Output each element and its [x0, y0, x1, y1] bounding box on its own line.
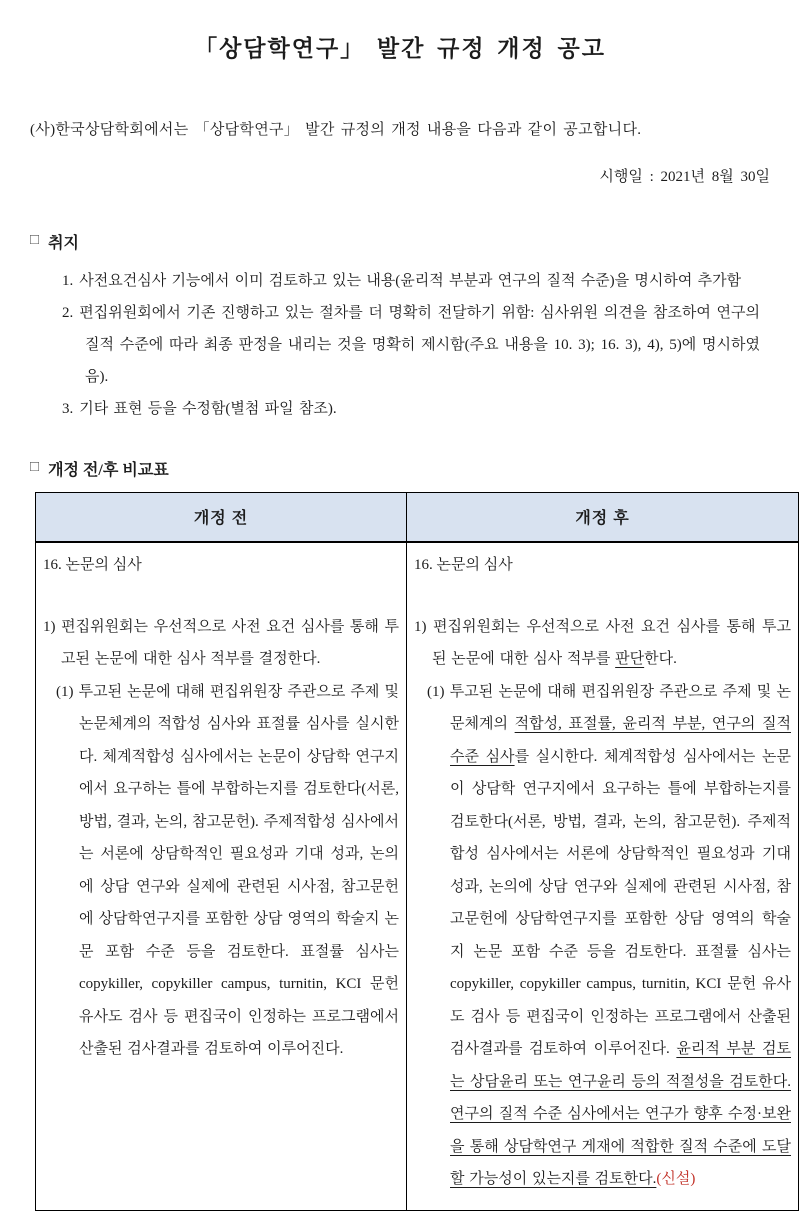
square-bullet-icon: □ [30, 459, 40, 475]
comparison-table [35, 492, 799, 1211]
purpose-heading-text: 취지 [48, 235, 79, 252]
item-text: 편집위원회에서 기존 진행하고 있는 절차를 더 명확히 전달하기 위함: 심사위원 의견을 참조하여 연구의 질적 수준에 따라 최종 판정을 내리는 것을 명확히 제시함(주요 내용을 10. 3); 16. 3), 4), 5)에 명시하였음). [79, 305, 760, 385]
after-paragraph-2: (1) 투고된 논문에 대해 편집위원장 주관으로 주제 및 논문체계의 적합성, 표절률, 윤리적 부분, 연구의 질적 수준 심사를 실시한다. 체계적합성 심사에서는 논문이 상담학 연구지에서 요구하는 틀에 부합하는지를 검토한다(서론, 방법, 결과, 논의, 참고문헌). 주제적합성 심사에서는 서론에 상담학적인 필요성과 기대 성과, 논의에 상담 연구와 실제에 관련된 시사점, 참고문헌에 상담학연구지를 포함한 상담 영역의 학술지 논문 포함 수준 등을 검토한다. 표절률 심사는 copykiller, copykiller campus, turnitin, KCI 문헌 유사도 검사 등 편집국이 인정하는 프로그램에서 산출된 검사결과를 검토하여 이루어진다. 윤리적 부분 검토는 상담윤리 또는 연구윤리 등의 적절성을 검토한다. 연구의 질적 수준 심사에서는 연구가 향후 수정·보완을 통해 상담학연구 게재에 적합한 질적 수준에 도달할 가능성이 있는지를 검토한다.(신설) [427, 683, 791, 1187]
intro-paragraph: (사)한국상담학회에서는 「상담학연구」 발간 규정의 개정 내용을 다음과 같이 공고합니다. [30, 122, 642, 138]
comparison-section-heading [30, 457, 770, 480]
comparison-heading-text: 개정 전/후 비교표 [48, 462, 169, 479]
item-text: 기타 표현 등을 수정함(별첨 파일 참조). [79, 401, 337, 417]
table-header-row [36, 493, 799, 542]
purpose-item-1 [62, 265, 760, 297]
effective-date: 시행일 : 2021년 8월 30일 [599, 169, 770, 185]
purpose-list [62, 265, 760, 425]
after-paragraph-1: 1) 편집위원회는 우선적으로 사전 요건 심사를 통해 투고된 논문에 대한 심사 적부를 판단한다. [414, 618, 791, 667]
square-bullet-icon: □ [30, 232, 40, 248]
before-cell [36, 542, 407, 1211]
table-body-row [36, 542, 799, 1211]
spacer [43, 581, 399, 611]
item-number: 2. [62, 305, 74, 321]
before-paragraph-1: 1) 편집위원회는 우선적으로 사전 요건 심사를 통해 투고된 논문에 대한 심사 적부를 결정한다. [43, 618, 399, 667]
item-number: 1. [62, 273, 74, 289]
after-cell [407, 542, 799, 1211]
column-header-after: 개정 후 [407, 493, 799, 542]
purpose-section-heading [30, 230, 770, 253]
purpose-item-2 [62, 297, 760, 393]
item-text: 사전요건심사 기능에서 이미 검토하고 있는 내용(윤리적 부분과 연구의 질적 수준)을 명시하여 추가함 [79, 273, 742, 289]
spacer [414, 581, 791, 611]
before-item-title: 16. 논문의 심사 [43, 556, 142, 573]
after-item-title: 16. 논문의 심사 [414, 556, 513, 573]
page-title: 「상담학연구」 발간 규정 개정 공고 [194, 36, 606, 61]
item-number: 3. [62, 401, 74, 417]
column-header-before: 개정 전 [36, 493, 407, 542]
purpose-item-3 [62, 393, 760, 425]
before-paragraph-2: (1) 투고된 논문에 대해 편집위원장 주관으로 주제 및 논문체계의 적합성 심사와 표절률 심사를 실시한다. 체계적합성 심사에서는 논문이 상담학 연구지에서 요구하는 틀에 부합하는지를 검토한다(서론, 방법, 결과, 논의, 참고문헌). 주제적합성 심사에서는 서론에 상담학적인 필요성과 기대 성과, 논의에 상담 연구와 실제에 관련된 시사점, 참고문헌에 상담학연구지를 포함한 상담 영역의 학술지 논문 포함 수준 등을 검토한다. 표절률 심사는 copykiller, copykiller campus, turnitin, KCI 문헌 유사도 검사 등 편집국이 인정하는 프로그램에서 산출된 검사결과를 검토하여 이루어진다. [56, 683, 399, 1057]
